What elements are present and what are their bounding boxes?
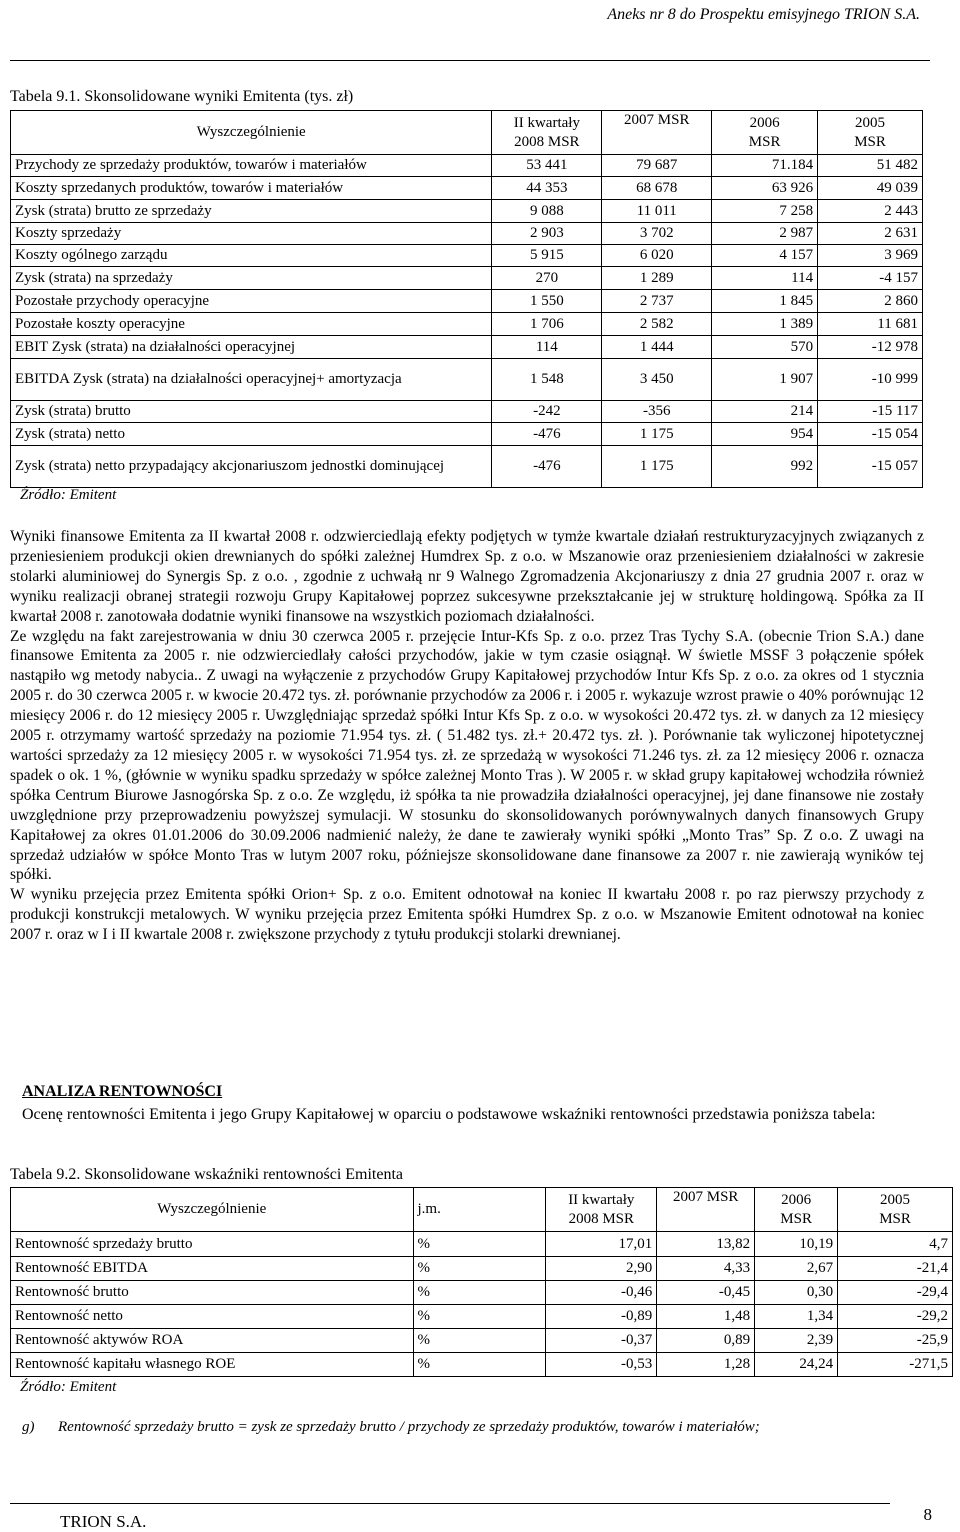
cell-2006: 570 <box>712 336 818 359</box>
cell-2006: 1 907 <box>712 359 818 401</box>
cell-2005: -15 054 <box>818 423 923 446</box>
row-label: Zysk (strata) netto przypadający akcjonariuszom jednostki dominującej <box>11 446 492 488</box>
row-label: EBIT Zysk (strata) na działalności operacyjnej <box>11 336 492 359</box>
header-col-2006-line1: 2006 <box>781 1191 812 1208</box>
cell-2007: 1 175 <box>602 446 712 488</box>
table-row <box>11 1305 953 1329</box>
page-header-text: Aneks nr 8 do Prospektu emisyjnego TRION S.A. <box>607 6 920 23</box>
cell-2005: 3 969 <box>818 245 923 267</box>
cell-2007: 2 582 <box>602 313 712 336</box>
header-col-2005-line1: 2005 <box>855 114 886 131</box>
cell-2006: 214 <box>712 401 818 423</box>
cell-2005: -10 999 <box>818 359 923 401</box>
row-label: Zysk (strata) brutto <box>11 401 492 423</box>
section-title: ANALIZA RENTOWNOŚCI <box>22 1083 223 1100</box>
table-row <box>11 1329 953 1353</box>
paragraph: Ze względu na fakt zarejestrowania w dniu 30 czerwca 2005 r. przejęcie Intur-Kfs Sp. z o.o. przez Tras Tychy S.A. (obecnie Trion S.A.) dane finansowe Emitenta za 2005 r. nie odzwierciedlały całości przychodów, jakie w tym czasie osiągnął. W świetle MSSF 3 połączenie spółek nastąpiło wg metody nabycia.. Z uwagi na wyłączenie z przychodów Grupy Kapitałowej przychodów Intur Kfs Sp. z o.o. za okres od 1 stycznia 2005 r. do 30 czerwca 2005 r. w kwocie 20.472 tys. zł. porównanie przychodów za 2006 r. i 2005 r. wykazuje wzrost prawie o 40% porównując 12 miesięcy 2006 r. do 12 miesięcy 2005 r. Uwzględniając sprzedaż spółki Intur Kfs Sp. z o.o. w wysokości 20.472 tys. zł. w danych za 12 miesięcy 2005 r. otrzymamy wartość sprzedaży na poziomie 71.954 tys. zł. ( 51.482 tys. zł.+ 20.472 tys. zł. ). Porównanie tak wyliczonej hipotetycznej wartości sprzedaży za 12 miesięcy 2005 r. w wysokości 71.954 tys. zł. ze sprzedażą w wysokości 71.246 tys. zł. za 12 miesięcy 2006 r. oznacza spadek o ok. 1 %, (głównie w wyniku spadku sprzedaży w spółce zależnej Monto Tras ). W 2005 r. w skład grupy kapitałowej wchodziła również spółka Centrum Biurowe Jasnogórska Sp. z o.o. Ze względu, iż spółka ta nie prowadziła działalności operacyjnej, jej dane finansowe nie zostały uwzględnione przy przeprowadzeniu powyższej symulacji. W stosunku do skonsolidowanych porównywalnych danych finansowych Grupy Kapitałowej za okres 01.01.2006 do 30.09.2006 nadmienić należy, że dane te zawierały wyniki spółki „Monto Tras” Sp. Z o.o. Z uwagi na sprzedaż udziałów w spółce Monto Tras w lutym 2007 roku, późniejsze skonsolidowane dane finansowe za 2007 r. nie zawierają wyników tej spółki. <box>10 627 924 884</box>
cell-2007: 6 020 <box>602 245 712 267</box>
row-label: Zysk (strata) na sprzedaży <box>11 267 492 290</box>
row-label: Koszty sprzedaży <box>11 223 492 245</box>
row-label: Rentowność kapitału własnego ROE <box>11 1353 414 1377</box>
results-table <box>10 110 923 488</box>
cell-2005: -12 978 <box>818 336 923 359</box>
table-row <box>11 290 923 313</box>
table-row <box>11 336 923 359</box>
cell-2007: 1,48 <box>657 1305 755 1329</box>
cell-2008: 1 548 <box>492 359 602 401</box>
cell-2005: -271,5 <box>838 1353 953 1377</box>
table-row <box>11 200 923 223</box>
table1-caption: Tabela 9.1. Skonsolidowane wyniki Emitenta (tys. zł) <box>10 88 354 105</box>
cell-2008: 270 <box>492 267 602 290</box>
body-text <box>10 527 924 945</box>
cell-2007: 1,28 <box>657 1353 755 1377</box>
cell-2006: 954 <box>712 423 818 446</box>
cell-2008: 53 441 <box>492 155 602 177</box>
table-row <box>11 359 923 401</box>
table-row <box>11 401 923 423</box>
table-row <box>11 155 923 177</box>
header-col-2008-line2: 2008 MSR <box>568 1210 635 1227</box>
cell-2008: -0,37 <box>546 1329 657 1353</box>
footer-company: TRION S.A. <box>60 1512 147 1531</box>
cell-unit: % <box>413 1305 546 1329</box>
table-row <box>11 1232 953 1257</box>
row-label: Przychody ze sprzedaży produktów, towarów i materiałów <box>11 155 492 177</box>
table-row <box>11 1257 953 1281</box>
cell-2008: -0,53 <box>546 1353 657 1377</box>
table2-caption: Tabela 9.2. Skonsolidowane wskaźniki rentowności Emitenta <box>10 1166 404 1183</box>
header-col-2005-line2: MSR <box>879 1210 911 1227</box>
cell-2005: -25,9 <box>838 1329 953 1353</box>
row-label: EBITDA Zysk (strata) na działalności operacyjnej+ amortyzacja <box>11 359 492 401</box>
cell-2007: 2 737 <box>602 290 712 313</box>
row-label: Rentowność sprzedaży brutto <box>11 1232 414 1257</box>
table-row <box>11 446 923 488</box>
cell-2005: -15 057 <box>818 446 923 488</box>
cell-2006: 10,19 <box>755 1232 838 1257</box>
cell-2005: 49 039 <box>818 177 923 200</box>
header-col-2008-line2: 2008 MSR <box>514 133 580 150</box>
cell-2005: -15 117 <box>818 401 923 423</box>
table-row <box>11 223 923 245</box>
cell-2006: 63 926 <box>712 177 818 200</box>
cell-2006: 4 157 <box>712 245 818 267</box>
header-col-2005-line1: 2005 <box>880 1191 911 1208</box>
cell-2005: -29,2 <box>838 1305 953 1329</box>
cell-2006: 992 <box>712 446 818 488</box>
cell-2008: -476 <box>492 423 602 446</box>
cell-2006: 24,24 <box>755 1353 838 1377</box>
section-intro: Ocenę rentowności Emitenta i jego Grupy Kapitałowej w oparciu o podstawowe wskaźniki rentowności przedstawia poniższa tabela: <box>22 1106 876 1123</box>
cell-2007: 79 687 <box>602 155 712 177</box>
cell-2006: 114 <box>712 267 818 290</box>
cell-2007: 68 678 <box>602 177 712 200</box>
cell-2005: 2 443 <box>818 200 923 223</box>
footnote <box>22 1419 760 1436</box>
cell-2008: -0,46 <box>546 1281 657 1305</box>
paragraph: Wyniki finansowe Emitenta za II kwartał 2008 r. odzwierciedlają efekty podjętych w tymże kwartale działań restrukturyzacyjnych związanych z przeniesieniem produkcji okien drewnianych do spółki zależnej Humdrex Sp. z o.o. w Mszanowie oraz przeniesieniem działalności w zakresie stolarki aluminiowej do Synergis Sp. z o.o. , zgodnie z uchwałą nr 9 Walnego Zgromadzenia Akcjonariuszy z dnia 27 grudnia 2007 r. oraz w wyniku realizacji obranej strategii rozwoju Grupy Kapitałowej poprzez sukcesywne przekształcanie jej w strukturę holdingową. Spółka za II kwartał 2008 r. zanotowała dodatnie wyniki finansowe na wszystkich poziomach działalności. <box>10 528 924 625</box>
row-label: Rentowność brutto <box>11 1281 414 1305</box>
cell-2007: 1 444 <box>602 336 712 359</box>
header-label: Wyszczególnienie <box>11 111 492 155</box>
row-label: Rentowność EBITDA <box>11 1257 414 1281</box>
cell-2007: 11 011 <box>602 200 712 223</box>
header-col-2008 <box>546 1188 657 1232</box>
cell-unit: % <box>413 1232 546 1257</box>
cell-2007: 4,33 <box>657 1257 755 1281</box>
table-row <box>11 313 923 336</box>
cell-2006: 1,34 <box>755 1305 838 1329</box>
header-col-2007: 2007 MSR <box>602 111 712 155</box>
profitability-table <box>10 1187 953 1377</box>
cell-2007: 1 175 <box>602 423 712 446</box>
row-label: Rentowność netto <box>11 1305 414 1329</box>
header-col-2006-line2: MSR <box>780 1210 812 1227</box>
cell-2005: 2 631 <box>818 223 923 245</box>
cell-2008: 2 903 <box>492 223 602 245</box>
row-label: Zysk (strata) brutto ze sprzedaży <box>11 200 492 223</box>
cell-2008: 44 353 <box>492 177 602 200</box>
cell-2006: 7 258 <box>712 200 818 223</box>
cell-2007: 3 450 <box>602 359 712 401</box>
cell-2005: 11 681 <box>818 313 923 336</box>
table-row <box>11 1281 953 1305</box>
header-col-2008-line1: II kwartały <box>568 1191 635 1208</box>
cell-2005: 51 482 <box>818 155 923 177</box>
cell-2005: -4 157 <box>818 267 923 290</box>
footer-divider <box>10 1503 890 1504</box>
cell-2005: 2 860 <box>818 290 923 313</box>
row-label: Pozostałe przychody operacyjne <box>11 290 492 313</box>
header-unit: j.m. <box>413 1188 546 1232</box>
cell-2007: 1 289 <box>602 267 712 290</box>
cell-2006: 2 987 <box>712 223 818 245</box>
cell-2008: 1 550 <box>492 290 602 313</box>
cell-unit: % <box>413 1353 546 1377</box>
cell-2008: 5 915 <box>492 245 602 267</box>
table-row <box>11 245 923 267</box>
cell-2006: 1 389 <box>712 313 818 336</box>
header-col-2005 <box>818 111 923 155</box>
header-col-2006-line1: 2006 <box>749 114 780 131</box>
table-row <box>11 177 923 200</box>
cell-2008: 114 <box>492 336 602 359</box>
table-header-row <box>11 1188 953 1232</box>
cell-2006: 0,30 <box>755 1281 838 1305</box>
table-header-row <box>11 111 923 155</box>
header-col-2005-line2: MSR <box>854 133 886 150</box>
page-number: 8 <box>923 1505 932 1524</box>
header-col-2006 <box>755 1188 838 1232</box>
cell-2008: 9 088 <box>492 200 602 223</box>
cell-2006: 2,39 <box>755 1329 838 1353</box>
cell-2008: -476 <box>492 446 602 488</box>
row-label: Koszty sprzedanych produktów, towarów i materiałów <box>11 177 492 200</box>
cell-unit: % <box>413 1329 546 1353</box>
cell-2007: 0,89 <box>657 1329 755 1353</box>
cell-2008: 17,01 <box>546 1232 657 1257</box>
cell-2007: 3 702 <box>602 223 712 245</box>
header-col-2007: 2007 MSR <box>657 1188 755 1232</box>
header-col-2008 <box>492 111 602 155</box>
cell-2008: 1 706 <box>492 313 602 336</box>
header-col-2005 <box>838 1188 953 1232</box>
row-label: Pozostałe koszty operacyjne <box>11 313 492 336</box>
cell-2008: -242 <box>492 401 602 423</box>
table1-source: Źródło: Emitent <box>20 487 117 503</box>
cell-2008: 2,90 <box>546 1257 657 1281</box>
cell-2005: -29,4 <box>838 1281 953 1305</box>
header-divider <box>10 60 930 61</box>
cell-2006: 2,67 <box>755 1257 838 1281</box>
header-col-2006-line2: MSR <box>748 133 781 150</box>
cell-2007: -356 <box>602 401 712 423</box>
row-label: Rentowność aktywów ROA <box>11 1329 414 1353</box>
table-row <box>11 423 923 446</box>
cell-2007: 13,82 <box>657 1232 755 1257</box>
table2-source: Źródło: Emitent <box>20 1379 117 1395</box>
row-label: Koszty ogólnego zarządu <box>11 245 492 267</box>
cell-2006: 71.184 <box>712 155 818 177</box>
table-row <box>11 267 923 290</box>
table-row <box>11 1353 953 1377</box>
cell-unit: % <box>413 1257 546 1281</box>
cell-2007: -0,45 <box>657 1281 755 1305</box>
footnote-label: g) <box>22 1419 35 1435</box>
paragraph: W wyniku przejęcia przez Emitenta spółki Orion+ Sp. z o.o. Emitent odnotował na koniec II kwartału 2008 r. po raz pierwszy przychody z produkcji konstrukcji metalowych. W wyniku przejęcia przez Emitenta spółki Humdrex Sp. z o.o. w Mszanowie Emitent odnotował na koniec 2007 r. oraz w I i II kwartale 2008 r. zwiększone przychody z tytułu produkcji stolarki drewnianej. <box>10 886 924 944</box>
cell-2005: 4,7 <box>838 1232 953 1257</box>
footnote-text: Rentowność sprzedaży brutto = zysk ze sprzedaży brutto / przychody ze sprzedaży produktów, towarów i materiałów; <box>58 1419 760 1435</box>
cell-unit: % <box>413 1281 546 1305</box>
row-label: Zysk (strata) netto <box>11 423 492 446</box>
cell-2006: 1 845 <box>712 290 818 313</box>
header-col-2008-line1: II kwartały <box>513 114 580 131</box>
header-col-2006 <box>712 111 818 155</box>
header-label: Wyszczególnienie <box>11 1188 414 1232</box>
cell-2008: -0,89 <box>546 1305 657 1329</box>
cell-2005: -21,4 <box>838 1257 953 1281</box>
